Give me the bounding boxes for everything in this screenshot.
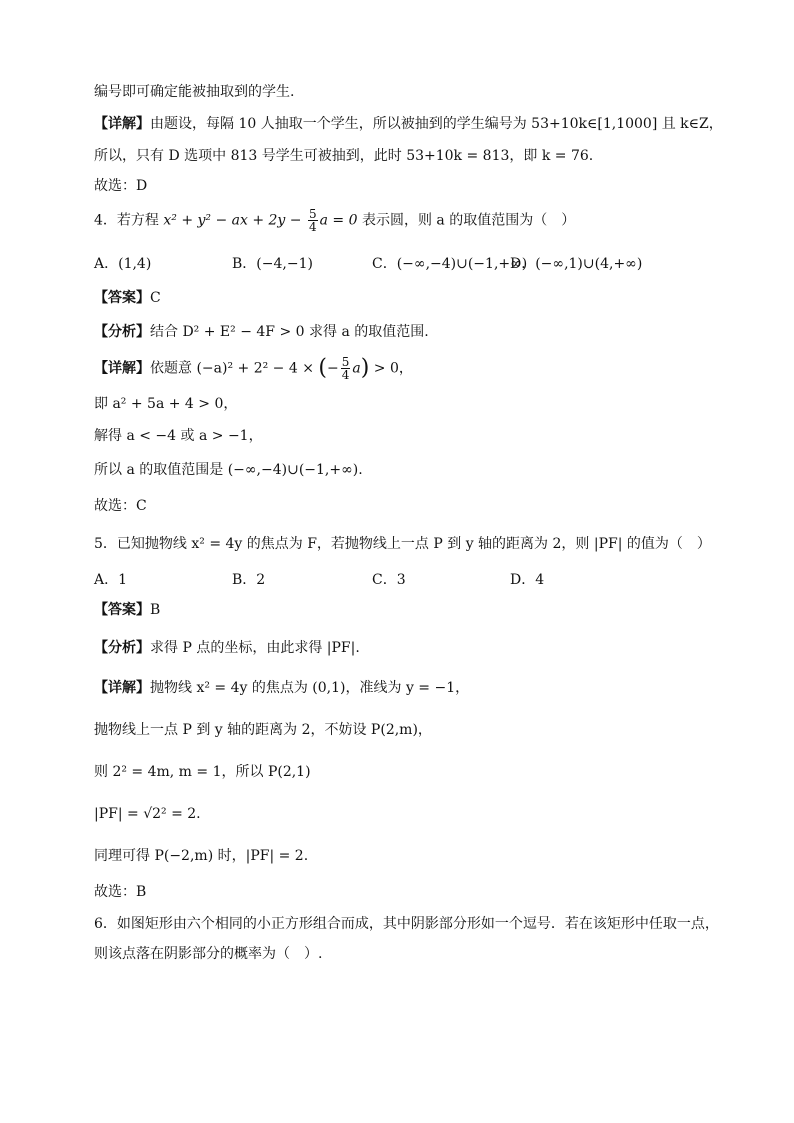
fraction-var: a [352, 360, 361, 377]
stem-formula: x² + y² − ax + 2y − [163, 212, 306, 229]
q5-answer [94, 600, 160, 620]
answer-tag: 【答案】 [94, 602, 150, 618]
q5-option-a: A．1 [94, 572, 128, 588]
detail-text: 由题设，每隔 10 人抽取一个学生，所以被抽到的学生编号为 53+10k∈[1,1000] 且 k∈Z， [150, 116, 723, 132]
fraction-denominator: 4 [341, 368, 350, 382]
text-line: 同理可得 P(−2,m) 时，|PF| = 2. [94, 848, 309, 864]
analysis-tag: 【分析】 [94, 324, 150, 340]
paren-close: ) [360, 355, 370, 381]
answer-tag: 【答案】 [94, 290, 150, 306]
analysis-text: 求得 P 点的坐标，由此求得 |PF|. [150, 640, 360, 656]
stem-formula-tail: a = 0 [319, 212, 358, 229]
text-line: 编号即可确定能被抽取到的学生. [94, 84, 295, 100]
q5-detail [94, 678, 469, 698]
detail-tag: 【详解】 [94, 680, 150, 696]
q4-stem [94, 208, 575, 233]
q4-answer [94, 288, 161, 308]
q4-analysis [94, 322, 429, 342]
text-line: 即 a² + 5a + 4 > 0， [94, 396, 238, 412]
q6-stem-line2: 则该点落在阴影部分的概率为（ ）. [94, 946, 323, 962]
q4-option-b: B．(−4,−1) [232, 256, 313, 272]
fraction-numerator: 5 [308, 207, 317, 221]
q5-option-b: B．2 [232, 572, 266, 588]
analysis-tag: 【分析】 [94, 640, 150, 656]
fraction-sign: − [326, 360, 339, 377]
paren-open: ( [318, 355, 327, 381]
stem-suffix: 表示圆，则 a 的取值范围为（ ） [357, 212, 576, 229]
choice-line: 故选：D [94, 178, 148, 194]
text-line: 则 2² = 4m, m = 1，所以 P(2,1) [94, 764, 311, 780]
text-line: 解得 a < −4 或 a > −1， [94, 428, 263, 444]
answer-text: B [150, 602, 161, 618]
choice-line: 故选：B [94, 884, 147, 900]
q5-option-d: D．4 [510, 572, 545, 588]
detail-tag: 【详解】 [94, 116, 150, 132]
detail-text: 依题意 (−a)² + 2² − 4 × [150, 360, 319, 377]
stem-prefix: 4．若方程 [94, 212, 164, 229]
q3-detail [94, 114, 723, 134]
text-line: |PF| = √2² = 2. [94, 806, 201, 822]
text-line: 抛物线上一点 P 到 y 轴的距离为 2，不妨设 P(2,m)， [94, 722, 432, 738]
fraction-numerator: 5 [341, 355, 350, 369]
choice-line: 故选：C [94, 498, 147, 514]
fraction [308, 208, 318, 233]
q4-option-c: C．(−∞,−4)∪(−1,+∞) [372, 256, 528, 272]
q4-option-d: D．(−∞,1)∪(4,+∞) [510, 256, 643, 272]
text-line: 所以，只有 D 选项中 813 号学生可被抽到，此时 53+10k = 813，即 k = 76. [94, 148, 594, 164]
fraction-denominator: 4 [308, 220, 317, 234]
q5-stem: 5．已知抛物线 x² = 4y 的焦点为 F，若抛物线上一点 P 到 y 轴的距离为 2，则 |PF| 的值为（ ） [94, 536, 711, 552]
q5-analysis [94, 638, 360, 658]
analysis-text: 结合 D² + E² − 4F > 0 求得 a 的取值范围. [150, 324, 429, 340]
q5-option-c: C．3 [372, 572, 406, 588]
q4-detail [94, 356, 413, 381]
text-line: 所以 a 的取值范围是 (−∞,−4)∪(−1,+∞). [94, 462, 363, 478]
detail-tail: > 0， [369, 360, 413, 377]
q4-option-a: A．(1,4) [94, 256, 152, 272]
answer-text: C [150, 290, 161, 306]
fraction [341, 356, 351, 381]
detail-tag: 【详解】 [94, 360, 150, 377]
detail-text: 抛物线 x² = 4y 的焦点为 (0,1)，准线为 y = −1， [150, 680, 470, 696]
q6-stem-line1: 6．如图矩形由六个相同的小正方形组合而成，其中阴影部分形如一个逗号．若在该矩形中任取一点， [94, 916, 719, 932]
